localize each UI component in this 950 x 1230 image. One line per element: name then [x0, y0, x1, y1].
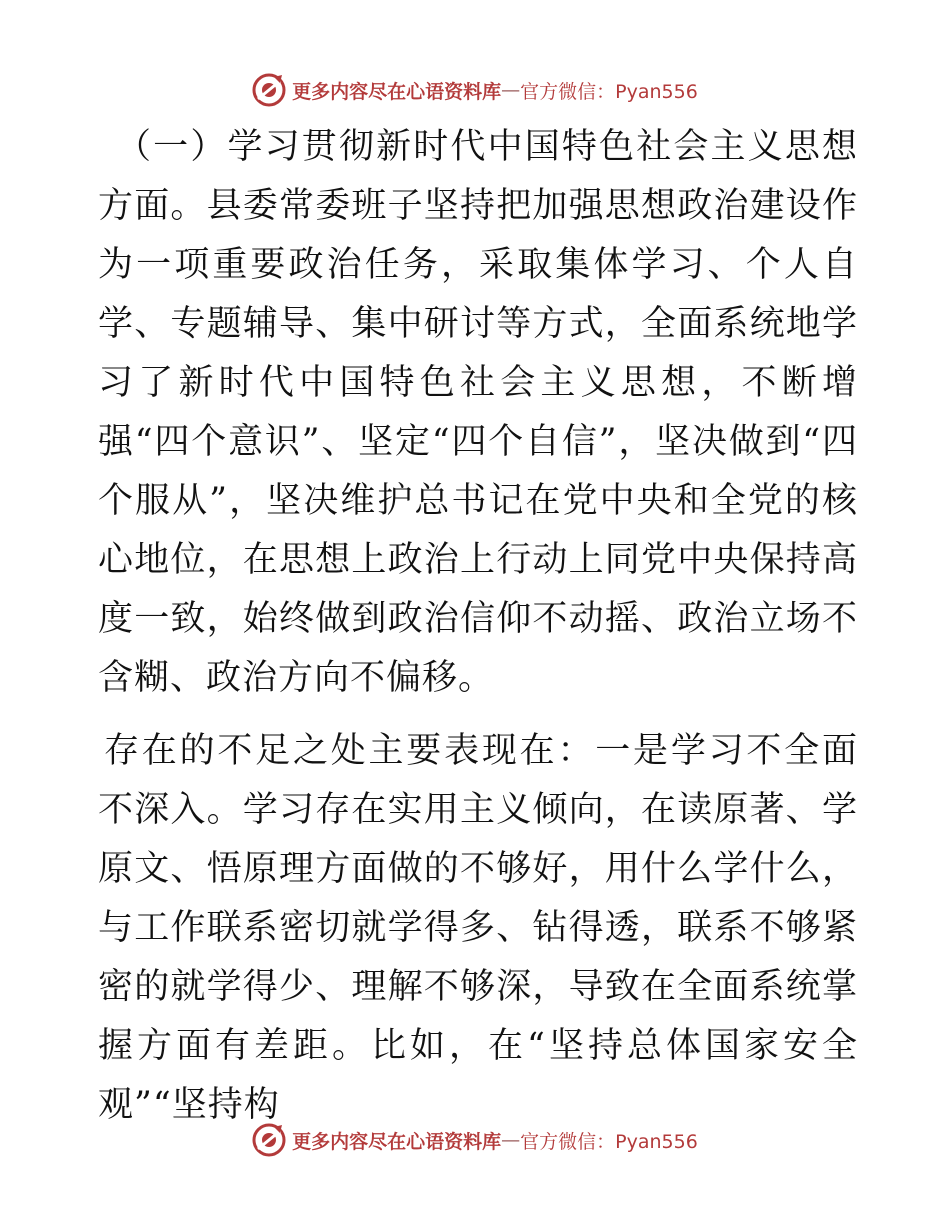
- brand-logo-icon: [252, 73, 286, 107]
- header-separator: —: [501, 79, 521, 101]
- footer-separator: —: [501, 1129, 521, 1151]
- header-contact-text: 官方微信：Pyan556: [520, 80, 698, 103]
- footer-banner: [0, 1120, 950, 1160]
- document-body: [98, 118, 858, 1135]
- paragraph-1: （一）学习贯彻新时代中国特色社会主义思想方面。县委常委班子坚持把加强思想政治建设作为一项重要政治任务，采取集体学习、个人自学、专题辅导、集中研讨等方式，全面系统地学习了新时代中国特色社会主义思想，不断增强“四个意识”、坚定“四个自信”，坚决做到“四个服从”，坚决维护总书记在党中央和全党的核心地位，在思想上政治上行动上同党中央保持高度一致，始终做到政治信仰不动摇、政治立场不含糊、政治方向不偏移。: [98, 127, 858, 698]
- paragraph-2: 存在的不足之处主要表现在：一是学习不全面不深入。学习存在实用主义倾向，在读原著、学原文、悟原理方面做的不够好，用什么学什么，与工作联系密切就学得多、钻得透，联系不够紧密的就学得少、理解不够深，导致在全面系统掌握方面有差距。比如，在“坚持总体国家安全观”“坚持构: [98, 731, 858, 1125]
- brand-logo-icon: [252, 1123, 286, 1157]
- footer-site-text: 更多内容尽在心语资料库: [292, 1130, 502, 1153]
- header-banner: [0, 70, 950, 110]
- footer-contact-text: 官方微信：Pyan556: [520, 1130, 698, 1153]
- header-site-text: 更多内容尽在心语资料库: [292, 80, 502, 103]
